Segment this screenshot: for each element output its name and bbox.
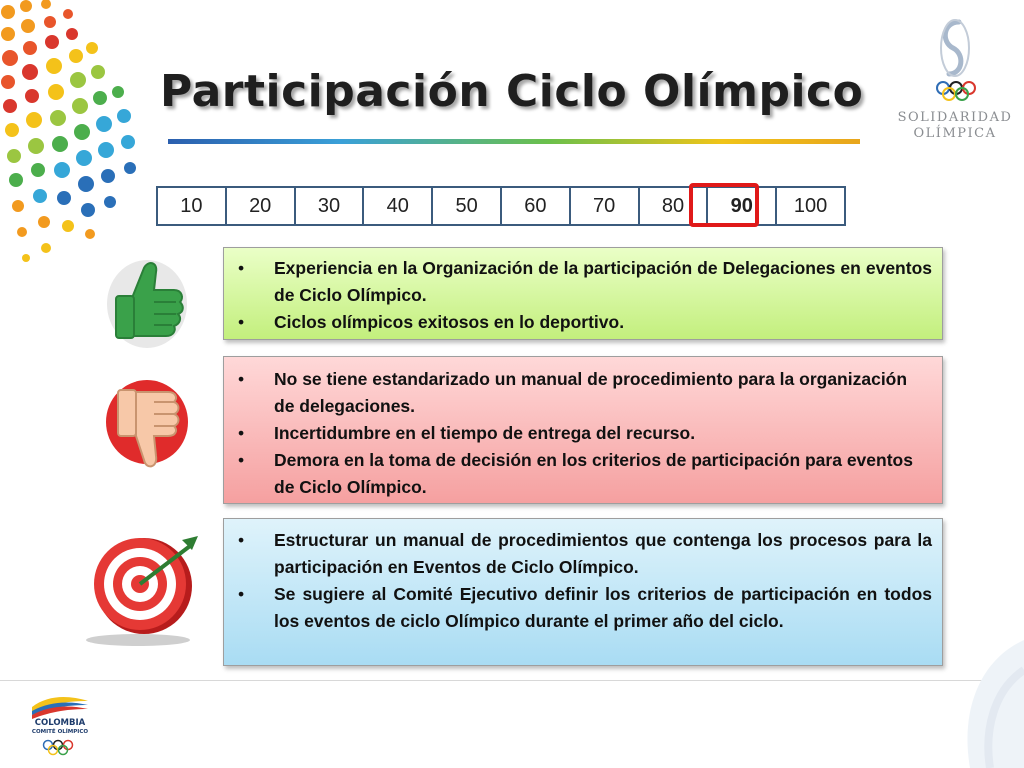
scale-cell: 50 [433, 188, 502, 224]
target-icon [78, 528, 204, 648]
list-item: • Incertidumbre en el tiempo de entrega del recurso. [224, 420, 922, 447]
scale-cell: 10 [158, 188, 227, 224]
scale-cell: 20 [227, 188, 296, 224]
list-item: • Experiencia en la Organización de la participación de Delegaciones en eventos de Ciclo Olímpico. [224, 255, 932, 309]
thumbs-up-icon [104, 254, 190, 350]
list-item: • Demora en la toma de decisión en los criterios de participación para eventos de Ciclo Olímpico. [224, 447, 922, 501]
scale-cell: 80 [640, 188, 709, 224]
strengths-panel [223, 247, 943, 340]
comite-olimpico-colombiano-logo [28, 693, 92, 763]
list-item: • No se tiene estandarizado un manual de procedimiento para la organización de delegaciones. [224, 366, 922, 420]
recommendations-list [224, 527, 932, 635]
recommendations-panel [223, 518, 943, 666]
footer-divider [0, 680, 1000, 681]
selected-value-highlight [689, 183, 759, 227]
decorative-swirl [860, 600, 1024, 768]
list-item: • Ciclos olímpicos exitosos en lo deportivo. [224, 309, 932, 336]
list-item: • Estructurar un manual de procedimientos que contenga los procesos para la participación en Eventos de Ciclo Olímpico. [224, 527, 932, 581]
strengths-list [224, 255, 932, 336]
logo-text-line1: SOLIDARIDAD [897, 110, 1013, 125]
scale-cell: 30 [296, 188, 365, 224]
decorative-dots [0, 0, 150, 290]
weaknesses-list [224, 366, 922, 501]
footer-logo-text: COLOMBIA [34, 718, 86, 728]
thumbs-down-icon [104, 376, 190, 476]
scale-cell: 40 [364, 188, 433, 224]
scale-cell-selected: 90 [708, 188, 777, 224]
title-underline [168, 139, 860, 144]
slide-title: Participación Ciclo Olímpico [160, 66, 864, 117]
scale-cell: 60 [502, 188, 571, 224]
list-item: • Se sugiere al Comité Ejecutivo definir los criterios de participación en todos los eventos de ciclo Olímpico durante el primer año del ciclo. [224, 581, 932, 635]
weaknesses-panel [223, 356, 943, 504]
footer-logo-subtext: COMITÉ OLÍMPICO [31, 729, 89, 735]
logo-text-line2: OLÍMPICA [913, 126, 997, 141]
scale-cell: 100 [793, 194, 828, 217]
scale-cell: 70 [571, 188, 640, 224]
